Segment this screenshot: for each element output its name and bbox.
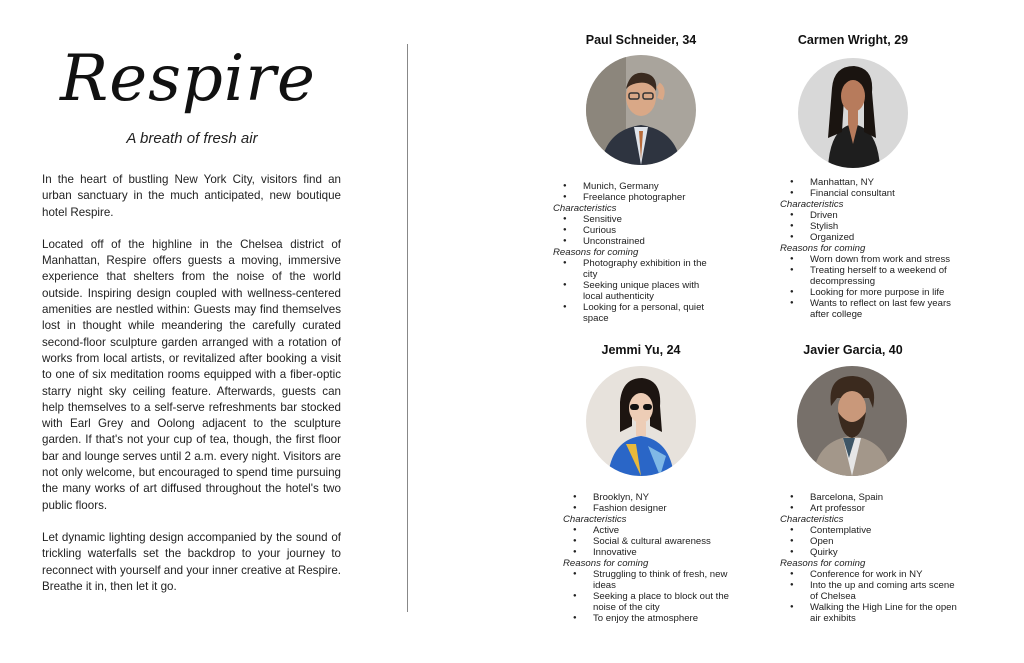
intro-paragraph: In the heart of bustling New York City, visitors find an urban sanctuary in the much anticipated, new boutique hotel Respire.: [42, 173, 341, 219]
characteristic-item: ● Stylish: [780, 221, 970, 232]
characteristic-item: ● Social & cultural awareness: [563, 536, 753, 547]
characteristic-item: ● Organized: [780, 232, 970, 243]
characteristics-heading: Characteristics: [553, 203, 617, 214]
persona-photo-jemmi: [586, 366, 696, 476]
intro-paragraph: Let dynamic lighting design accompanied by the sound of trickling waterfalls set the backdrop to your journey to reconnect with yourself and your inner creative at Respire. Breathe it in, then let it go.: [42, 530, 342, 593]
tagline: A breath of fresh air: [126, 130, 258, 147]
reason-item: ● Treating herself to a weekend of decompressing: [780, 265, 960, 287]
persona-photo-paul: [586, 55, 696, 165]
info-item: ● Fashion designer: [563, 503, 753, 514]
persona-details: [553, 181, 743, 324]
reason-item: ● Photography exhibition in the city: [553, 258, 713, 280]
intro-text: [42, 172, 341, 611]
persona-details: [780, 492, 970, 624]
logo-text: Respire: [60, 42, 316, 116]
persona-card: [753, 33, 953, 47]
reason-item: ● To enjoy the atmosphere: [563, 613, 738, 624]
persona-name: Javier Garcia, 40: [803, 343, 903, 357]
info-item: ● Munich, Germany: [553, 181, 743, 192]
info-item: ● Financial consultant: [780, 188, 970, 199]
characteristic-item: ● Sensitive: [553, 214, 743, 225]
characteristic-item: ● Unconstrained: [553, 236, 743, 247]
persona-details: [780, 177, 970, 320]
characteristic-item: ● Open: [780, 536, 970, 547]
info-item: ● Freelance photographer: [553, 192, 743, 203]
persona-card: [753, 343, 953, 357]
column-divider: [407, 44, 408, 612]
persona-name: Paul Schneider, 34: [585, 33, 697, 47]
characteristics-heading: Characteristics: [780, 514, 844, 525]
reason-item: ● Worn down from work and stress: [780, 254, 960, 265]
reason-item: ● Struggling to think of fresh, new ideas: [563, 569, 738, 591]
persona-details: [563, 492, 753, 624]
info-item: ● Manhattan, NY: [780, 177, 970, 188]
persona-name: Carmen Wright, 29: [797, 33, 909, 47]
characteristic-item: ● Contemplative: [780, 525, 970, 536]
reason-item: ● Looking for more purpose in life: [780, 287, 960, 298]
persona-card: [541, 33, 741, 47]
characteristics-heading: Characteristics: [780, 199, 844, 210]
persona-card: [541, 343, 741, 357]
reasons-heading: Reasons for coming: [780, 243, 866, 254]
reason-item: ● Looking for a personal, quiet space: [553, 302, 713, 324]
characteristic-item: ● Quirky: [780, 547, 970, 558]
reasons-heading: Reasons for coming: [553, 247, 639, 258]
reasons-heading: Reasons for coming: [563, 558, 649, 569]
reason-item: ● Seeking a place to block out the noise of the city: [563, 591, 738, 613]
characteristic-item: ● Curious: [553, 225, 743, 236]
reason-item: ● Wants to reflect on last few years after college: [780, 298, 960, 320]
characteristic-item: ● Driven: [780, 210, 970, 221]
respire-logo: [56, 34, 332, 134]
reason-item: ● Conference for work in NY: [780, 569, 960, 580]
info-item: ● Brooklyn, NY: [563, 492, 753, 503]
persona-photo-carmen: [798, 58, 908, 168]
info-item: ● Art professor: [780, 503, 970, 514]
info-item: ● Barcelona, Spain: [780, 492, 970, 503]
reason-item: ● Into the up and coming arts scene of Chelsea: [780, 580, 960, 602]
reason-item: ● Seeking unique places with local authenticity: [553, 280, 713, 302]
intro-paragraph: Located off of the highline in the Chelsea district of Manhattan, Respire offers guests a moving, immersive experience that shelters from the noise of the world outside. Inspiring design coupled with wellness-centered amenities are nestled within: Guests may find themselves lost in thought while meandering the carefully curated second-floor sculpture garden arranged with a rotation of works from local artists, or revitalized after booking a visit to one of six meditation rooms equipped with a fiber-optic starry night sky ceiling feature. Afterwards, guests can help themselves to a self-serve refreshments bar stocked with Earl Grey and Oolong adjacent to the sculpture garden. If that's not your cup of tea, though, the first floor bar and lounge serves until 2 a.m. every night. Visitors are not only welcome, but encouraged to spend time pursuing the many works of art diffused throughout the hotel's two public floors.: [42, 237, 341, 512]
reason-item: ● Walking the High Line for the open air exhibits: [780, 602, 960, 624]
persona-name: Jemmi Yu, 24: [601, 343, 681, 357]
characteristic-item: ● Active: [563, 525, 753, 536]
characteristic-item: ● Innovative: [563, 547, 753, 558]
persona-photo-javier: [797, 366, 907, 476]
reasons-heading: Reasons for coming: [780, 558, 866, 569]
characteristics-heading: Characteristics: [563, 514, 627, 525]
